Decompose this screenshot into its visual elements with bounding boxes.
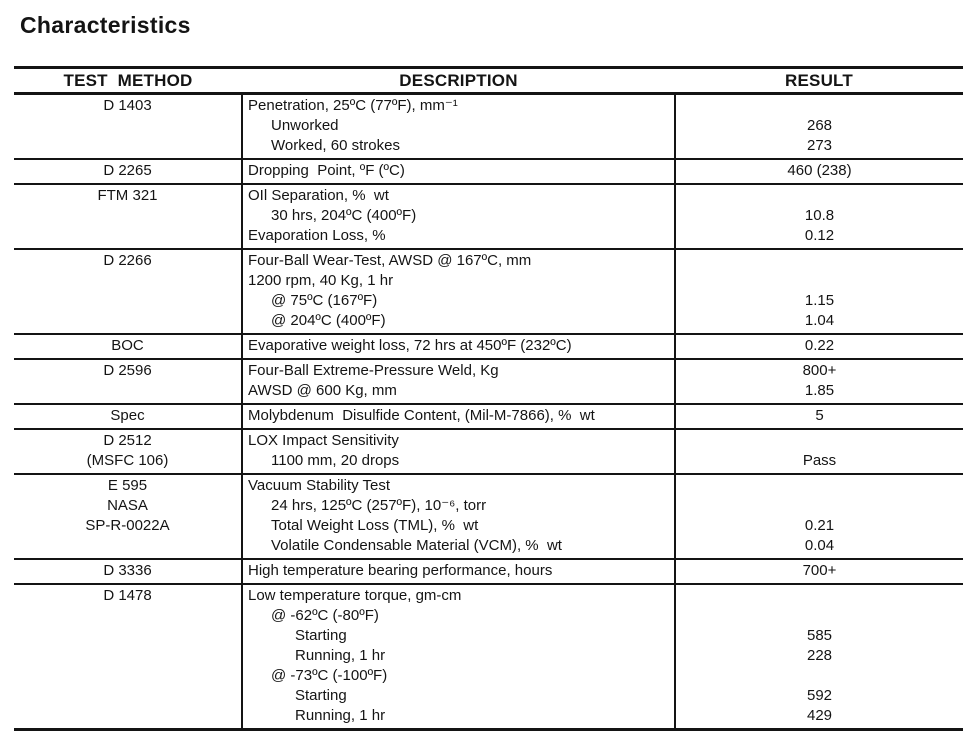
result-cell bbox=[675, 359, 963, 404]
result-cell bbox=[675, 404, 963, 429]
table-row bbox=[14, 359, 963, 404]
description-line: Starting bbox=[295, 627, 347, 644]
description-cell bbox=[242, 334, 675, 359]
result-value bbox=[676, 606, 963, 626]
description-line: @ -62ºC (-80ºF) bbox=[271, 607, 379, 624]
description-cell bbox=[242, 94, 675, 160]
result-value: 1.15 bbox=[804, 292, 835, 309]
result-cell bbox=[675, 559, 963, 584]
table-row bbox=[14, 334, 963, 359]
test-method-cell bbox=[14, 94, 242, 160]
result-value: 1.85 bbox=[804, 382, 835, 399]
result-cell bbox=[675, 94, 963, 160]
test-method-line: BOC bbox=[111, 337, 144, 354]
description-line: Dropping Point, ºF (ºC) bbox=[248, 162, 405, 179]
description-cell bbox=[242, 474, 675, 559]
result-cell bbox=[675, 249, 963, 334]
result-value: 460 (238) bbox=[787, 162, 852, 179]
result-cell bbox=[675, 429, 963, 474]
description-cell bbox=[242, 184, 675, 249]
description-line: Four-Ball Wear-Test, AWSD @ 167ºC, mm bbox=[248, 252, 532, 269]
result-value: 0.21 bbox=[804, 517, 835, 534]
table-row bbox=[14, 249, 963, 334]
test-method-line: Spec bbox=[110, 407, 145, 424]
table-row bbox=[14, 184, 963, 249]
page-title: Characteristics bbox=[20, 12, 191, 38]
result-value: 800+ bbox=[802, 362, 837, 379]
characteristics-table bbox=[14, 66, 963, 731]
description-line: Evaporation Loss, % bbox=[248, 227, 386, 244]
test-method-cell bbox=[14, 474, 242, 559]
result-value: 1.04 bbox=[804, 312, 835, 329]
test-method-cell bbox=[14, 559, 242, 584]
description-cell bbox=[242, 249, 675, 334]
description-line: Running, 1 hr bbox=[295, 647, 386, 664]
test-method-cell bbox=[14, 404, 242, 429]
test-method-cell bbox=[14, 184, 242, 249]
description-cell bbox=[242, 359, 675, 404]
result-value bbox=[676, 586, 963, 606]
result-value bbox=[676, 431, 963, 451]
description-line: @ 75ºC (167ºF) bbox=[271, 292, 378, 309]
test-method-cell bbox=[14, 159, 242, 184]
table-row bbox=[14, 159, 963, 184]
result-value: 585 bbox=[806, 627, 833, 644]
description-line: Low temperature torque, gm-cm bbox=[248, 587, 462, 604]
table-row bbox=[14, 584, 963, 730]
test-method-line: SP-R-0022A bbox=[85, 517, 170, 534]
test-method-cell bbox=[14, 584, 242, 730]
description-cell bbox=[242, 404, 675, 429]
test-method-line: D 2266 bbox=[103, 252, 152, 269]
description-line: High temperature bearing performance, hours bbox=[248, 562, 553, 579]
description-line: Starting bbox=[295, 687, 347, 704]
result-value: 0.12 bbox=[804, 227, 835, 244]
test-method-line: D 1403 bbox=[103, 97, 152, 114]
result-cell bbox=[675, 474, 963, 559]
result-value: 228 bbox=[806, 647, 833, 664]
test-method-line: NASA bbox=[107, 497, 148, 514]
description-line: Molybdenum Disulfide Content, (Mil-M-7866), % wt bbox=[248, 407, 595, 424]
result-value: Pass bbox=[802, 452, 837, 469]
document-page bbox=[0, 10, 979, 724]
description-line: Four-Ball Extreme-Pressure Weld, Kg bbox=[248, 362, 499, 379]
description-cell bbox=[242, 559, 675, 584]
result-value bbox=[676, 186, 963, 206]
result-value: 5 bbox=[815, 407, 824, 424]
result-cell bbox=[675, 159, 963, 184]
description-line: @ -73ºC (-100ºF) bbox=[271, 667, 388, 684]
result-value: 268 bbox=[806, 117, 833, 134]
table-row bbox=[14, 474, 963, 559]
test-method-line: (MSFC 106) bbox=[86, 452, 169, 469]
col-header-description: DESCRIPTION bbox=[399, 70, 518, 90]
description-line: Vacuum Stability Test bbox=[248, 477, 391, 494]
table-row bbox=[14, 94, 963, 160]
result-value: 592 bbox=[806, 687, 833, 704]
table-row bbox=[14, 404, 963, 429]
test-method-cell bbox=[14, 359, 242, 404]
result-value bbox=[676, 251, 963, 271]
description-line: AWSD @ 600 Kg, mm bbox=[248, 382, 397, 399]
result-value: 700+ bbox=[802, 562, 837, 579]
table-row bbox=[14, 429, 963, 474]
test-method-cell bbox=[14, 429, 242, 474]
col-header-test-method: TEST METHOD bbox=[63, 70, 193, 90]
description-line: @ 204ºC (400ºF) bbox=[271, 312, 386, 329]
result-value bbox=[676, 96, 963, 116]
description-line: Total Weight Loss (TML), % wt bbox=[271, 517, 479, 534]
description-line: Worked, 60 strokes bbox=[271, 137, 400, 154]
table-row bbox=[14, 559, 963, 584]
test-method-line: D 1478 bbox=[103, 587, 152, 604]
result-value bbox=[676, 476, 963, 496]
result-value: 273 bbox=[806, 137, 833, 154]
result-value: 0.22 bbox=[804, 337, 835, 354]
description-line: Evaporative weight loss, 72 hrs at 450ºF (232ºC) bbox=[248, 337, 572, 354]
description-line: 30 hrs, 204ºC (400ºF) bbox=[271, 207, 417, 224]
result-value: 429 bbox=[806, 707, 833, 724]
result-value bbox=[676, 271, 963, 291]
test-method-line: D 2596 bbox=[103, 362, 152, 379]
description-cell bbox=[242, 584, 675, 730]
result-cell bbox=[675, 584, 963, 730]
test-method-cell bbox=[14, 334, 242, 359]
header-row bbox=[14, 68, 963, 94]
test-method-cell bbox=[14, 249, 242, 334]
test-method-line: E 595 bbox=[107, 477, 148, 494]
description-line: Volatile Condensable Material (VCM), % wt bbox=[271, 537, 562, 554]
description-cell bbox=[242, 429, 675, 474]
description-line: 1200 rpm, 40 Kg, 1 hr bbox=[248, 272, 394, 289]
test-method-line: FTM 321 bbox=[97, 187, 158, 204]
result-value bbox=[676, 666, 963, 686]
description-cell bbox=[242, 159, 675, 184]
test-method-line: D 2512 bbox=[103, 432, 152, 449]
description-line: Running, 1 hr bbox=[295, 707, 386, 724]
description-line: Unworked bbox=[271, 117, 339, 134]
result-value bbox=[676, 496, 963, 516]
description-line: 1100 mm, 20 drops bbox=[271, 452, 400, 469]
test-method-line: D 3336 bbox=[103, 562, 152, 579]
description-line: OIl Separation, % wt bbox=[248, 187, 389, 204]
table-body bbox=[14, 94, 963, 730]
test-method-line: D 2265 bbox=[103, 162, 152, 179]
result-cell bbox=[675, 184, 963, 249]
col-header-result: RESULT bbox=[785, 70, 853, 90]
description-line: LOX Impact Sensitivity bbox=[248, 432, 399, 449]
description-line: 24 hrs, 125ºC (257ºF), 10⁻⁶, torr bbox=[271, 497, 487, 514]
result-value: 10.8 bbox=[804, 207, 835, 224]
result-cell bbox=[675, 334, 963, 359]
description-line: Penetration, 25ºC (77ºF), mm⁻¹ bbox=[248, 97, 458, 114]
table-header bbox=[14, 68, 963, 94]
result-value: 0.04 bbox=[804, 537, 835, 554]
